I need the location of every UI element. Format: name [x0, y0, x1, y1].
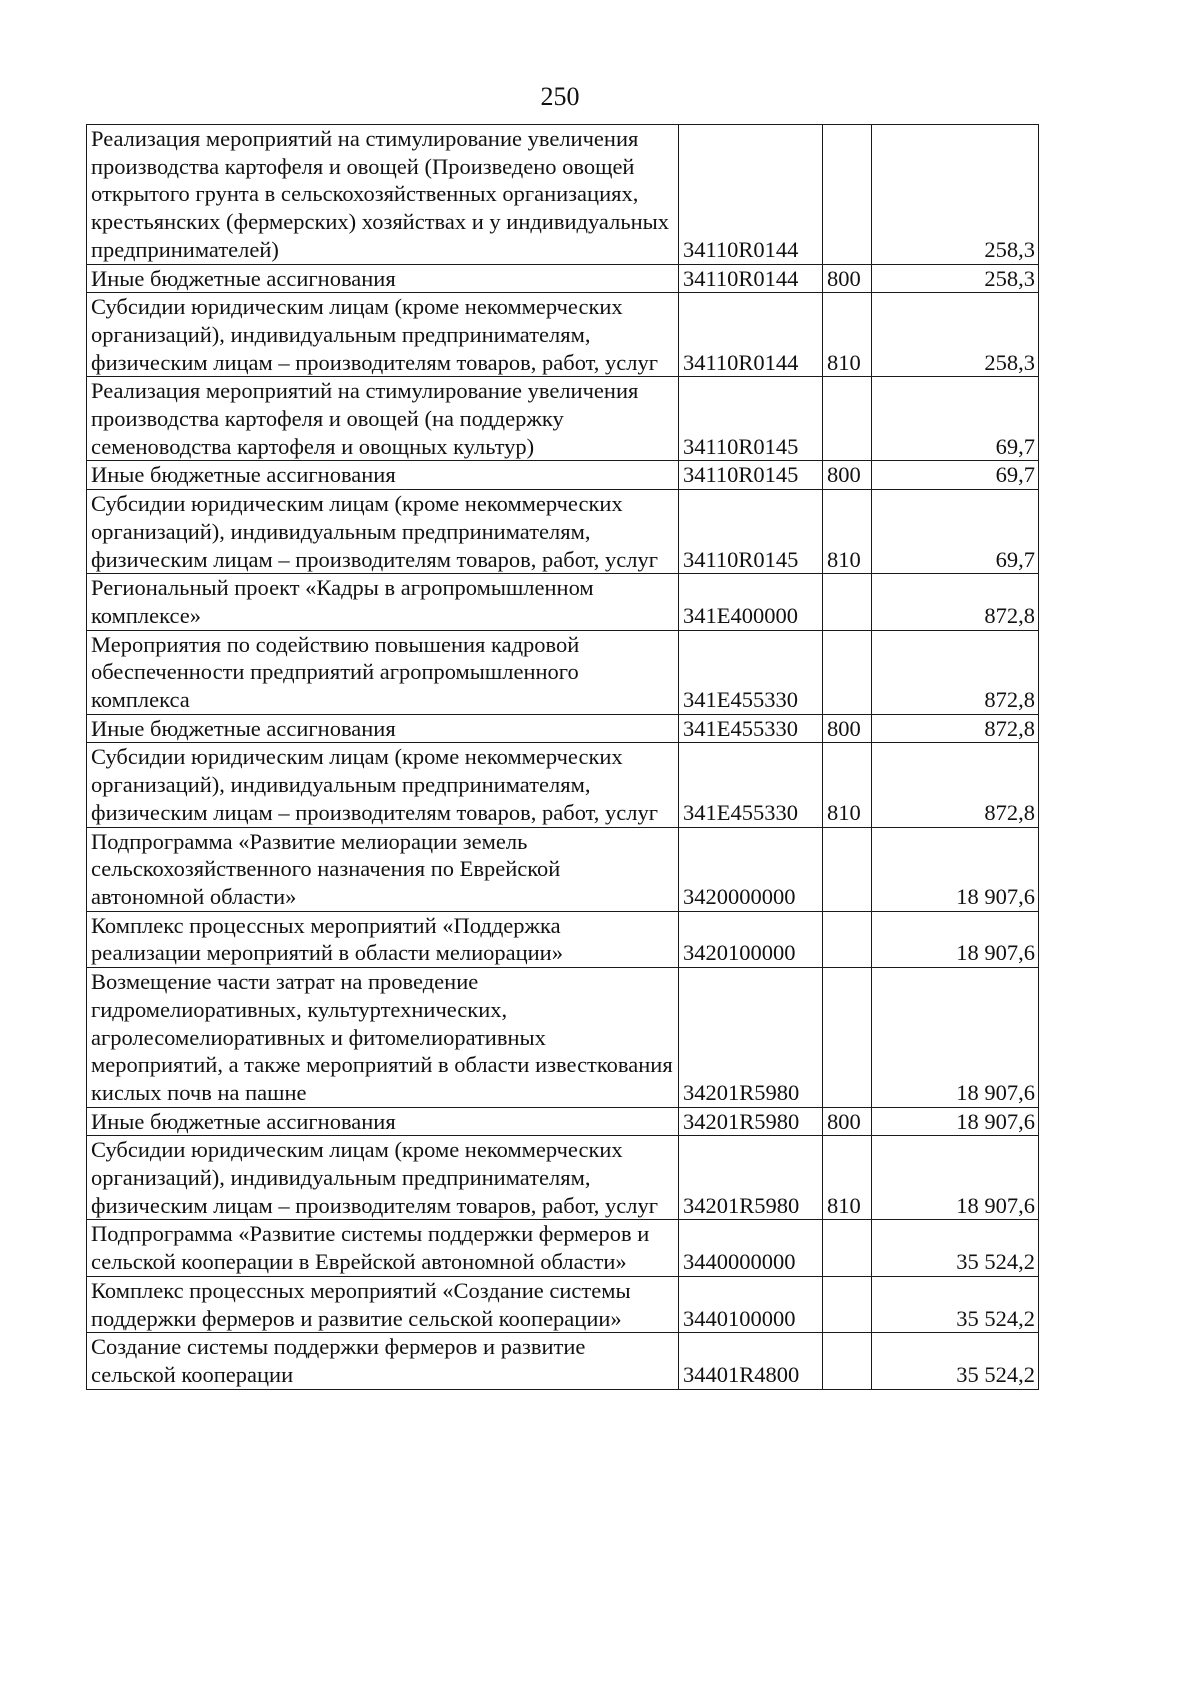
target-article-code-cell: 34201R5980	[679, 1107, 823, 1136]
amount-cell: 69,7	[872, 490, 1039, 574]
table-row	[87, 1107, 1039, 1136]
target-article-code-cell: 34110R0145	[679, 461, 823, 490]
table-row	[87, 1136, 1039, 1220]
row-name-cell: Реализация мероприятий на стимулирование увеличения производства картофеля и овощей (Произведено овощей открытого грунта в сельскохозяйственных организациях, крестьянских (фермерских) хозяйствах и у индивидуальных предпринимателей)	[87, 125, 679, 265]
amount-cell: 18 907,6	[872, 1107, 1039, 1136]
expense-type-code-cell: 800	[823, 264, 872, 293]
amount-cell: 35 524,2	[872, 1276, 1039, 1332]
row-name-cell: Субсидии юридическим лицам (кроме некоммерческих организаций), индивидуальным предпринимателям, физическим лицам – производителям товаров, работ, услуг	[87, 743, 679, 827]
amount-cell: 18 907,6	[872, 827, 1039, 911]
table-row	[87, 490, 1039, 574]
row-name-cell: Подпрограмма «Развитие мелиорации земель сельскохозяйственного назначения по Еврейской автономной области»	[87, 827, 679, 911]
target-article-code-cell: 34110R0144	[679, 293, 823, 377]
row-name-cell: Мероприятия по содействию повышения кадровой обеспеченности предприятий агропромышленного комплекса	[87, 630, 679, 714]
expense-type-code-cell	[823, 1220, 872, 1276]
page-number: 250	[540, 82, 580, 111]
row-name-cell: Субсидии юридическим лицам (кроме некоммерческих организаций), индивидуальным предпринимателям, физическим лицам – производителям товаров, работ, услуг	[87, 490, 679, 574]
row-name-cell: Подпрограмма «Развитие системы поддержки фермеров и сельской кооперации в Еврейской автономной области»	[87, 1220, 679, 1276]
table-row	[87, 574, 1039, 630]
row-name-cell: Иные бюджетные ассигнования	[87, 1107, 679, 1136]
target-article-code-cell: 34110R0145	[679, 490, 823, 574]
expense-type-code-cell: 800	[823, 461, 872, 490]
target-article-code-cell: 3440100000	[679, 1276, 823, 1332]
table-row	[87, 968, 1039, 1108]
target-article-code-cell: 34110R0144	[679, 125, 823, 265]
table-row	[87, 461, 1039, 490]
row-name-cell: Комплекс процессных мероприятий «Поддержка реализации мероприятий в области мелиорации»	[87, 911, 679, 967]
expense-type-code-cell: 800	[823, 714, 872, 743]
amount-cell: 35 524,2	[872, 1333, 1039, 1389]
table-row	[87, 1276, 1039, 1332]
table-row	[87, 264, 1039, 293]
row-name-cell: Реализация мероприятий на стимулирование увеличения производства картофеля и овощей (на поддержку семеноводства картофеля и овощных культур)	[87, 377, 679, 461]
table-row	[87, 125, 1039, 265]
target-article-code-cell: 34201R5980	[679, 1136, 823, 1220]
table-row	[87, 827, 1039, 911]
expense-type-code-cell	[823, 1276, 872, 1332]
expense-type-code-cell	[823, 630, 872, 714]
row-name-cell: Региональный проект «Кадры в агропромышленном комплексе»	[87, 574, 679, 630]
expense-type-code-cell: 800	[823, 1107, 872, 1136]
expense-type-code-cell: 810	[823, 1136, 872, 1220]
table-row	[87, 293, 1039, 377]
target-article-code-cell: 341E455330	[679, 743, 823, 827]
table-row	[87, 743, 1039, 827]
row-name-cell: Иные бюджетные ассигнования	[87, 714, 679, 743]
budget-table	[86, 124, 1039, 1390]
amount-cell: 872,8	[872, 574, 1039, 630]
target-article-code-cell: 34110R0145	[679, 377, 823, 461]
target-article-code-cell: 3420100000	[679, 911, 823, 967]
table-row	[87, 377, 1039, 461]
expense-type-code-cell	[823, 125, 872, 265]
row-name-cell: Субсидии юридическим лицам (кроме некоммерческих организаций), индивидуальным предпринимателям, физическим лицам – производителям товаров, работ, услуг	[87, 293, 679, 377]
amount-cell: 872,8	[872, 630, 1039, 714]
expense-type-code-cell	[823, 968, 872, 1108]
expense-type-code-cell	[823, 911, 872, 967]
row-name-cell: Создание системы поддержки фермеров и развитие сельской кооперации	[87, 1333, 679, 1389]
expense-type-code-cell: 810	[823, 743, 872, 827]
row-name-cell: Возмещение части затрат на проведение гидромелиоративных, культуртехнических, агролесомелиоративных и фитомелиоративных мероприятий, а также мероприятий в области известкования кислых почв на пашне	[87, 968, 679, 1108]
expense-type-code-cell	[823, 827, 872, 911]
table-row	[87, 1220, 1039, 1276]
expense-type-code-cell: 810	[823, 293, 872, 377]
expense-type-code-cell	[823, 377, 872, 461]
table-row	[87, 714, 1039, 743]
amount-cell: 69,7	[872, 377, 1039, 461]
row-name-cell: Иные бюджетные ассигнования	[87, 461, 679, 490]
target-article-code-cell: 341E400000	[679, 574, 823, 630]
amount-cell: 872,8	[872, 714, 1039, 743]
target-article-code-cell: 3420000000	[679, 827, 823, 911]
amount-cell: 18 907,6	[872, 911, 1039, 967]
target-article-code-cell: 3440000000	[679, 1220, 823, 1276]
table-row	[87, 1333, 1039, 1389]
target-article-code-cell: 341E455330	[679, 714, 823, 743]
amount-cell: 69,7	[872, 461, 1039, 490]
target-article-code-cell: 34110R0144	[679, 264, 823, 293]
target-article-code-cell: 341E455330	[679, 630, 823, 714]
table-row	[87, 911, 1039, 967]
expense-type-code-cell	[823, 1333, 872, 1389]
amount-cell: 18 907,6	[872, 968, 1039, 1108]
amount-cell: 872,8	[872, 743, 1039, 827]
amount-cell: 18 907,6	[872, 1136, 1039, 1220]
budget-table-body	[87, 125, 1039, 1390]
amount-cell: 35 524,2	[872, 1220, 1039, 1276]
target-article-code-cell: 34401R4800	[679, 1333, 823, 1389]
table-row	[87, 630, 1039, 714]
row-name-cell: Субсидии юридическим лицам (кроме некоммерческих организаций), индивидуальным предпринимателям, физическим лицам – производителям товаров, работ, услуг	[87, 1136, 679, 1220]
expense-type-code-cell: 810	[823, 490, 872, 574]
expense-type-code-cell	[823, 574, 872, 630]
row-name-cell: Комплекс процессных мероприятий «Создание системы поддержки фермеров и развитие сельской кооперации»	[87, 1276, 679, 1332]
amount-cell: 258,3	[872, 125, 1039, 265]
row-name-cell: Иные бюджетные ассигнования	[87, 264, 679, 293]
target-article-code-cell: 34201R5980	[679, 968, 823, 1108]
amount-cell: 258,3	[872, 264, 1039, 293]
amount-cell: 258,3	[872, 293, 1039, 377]
